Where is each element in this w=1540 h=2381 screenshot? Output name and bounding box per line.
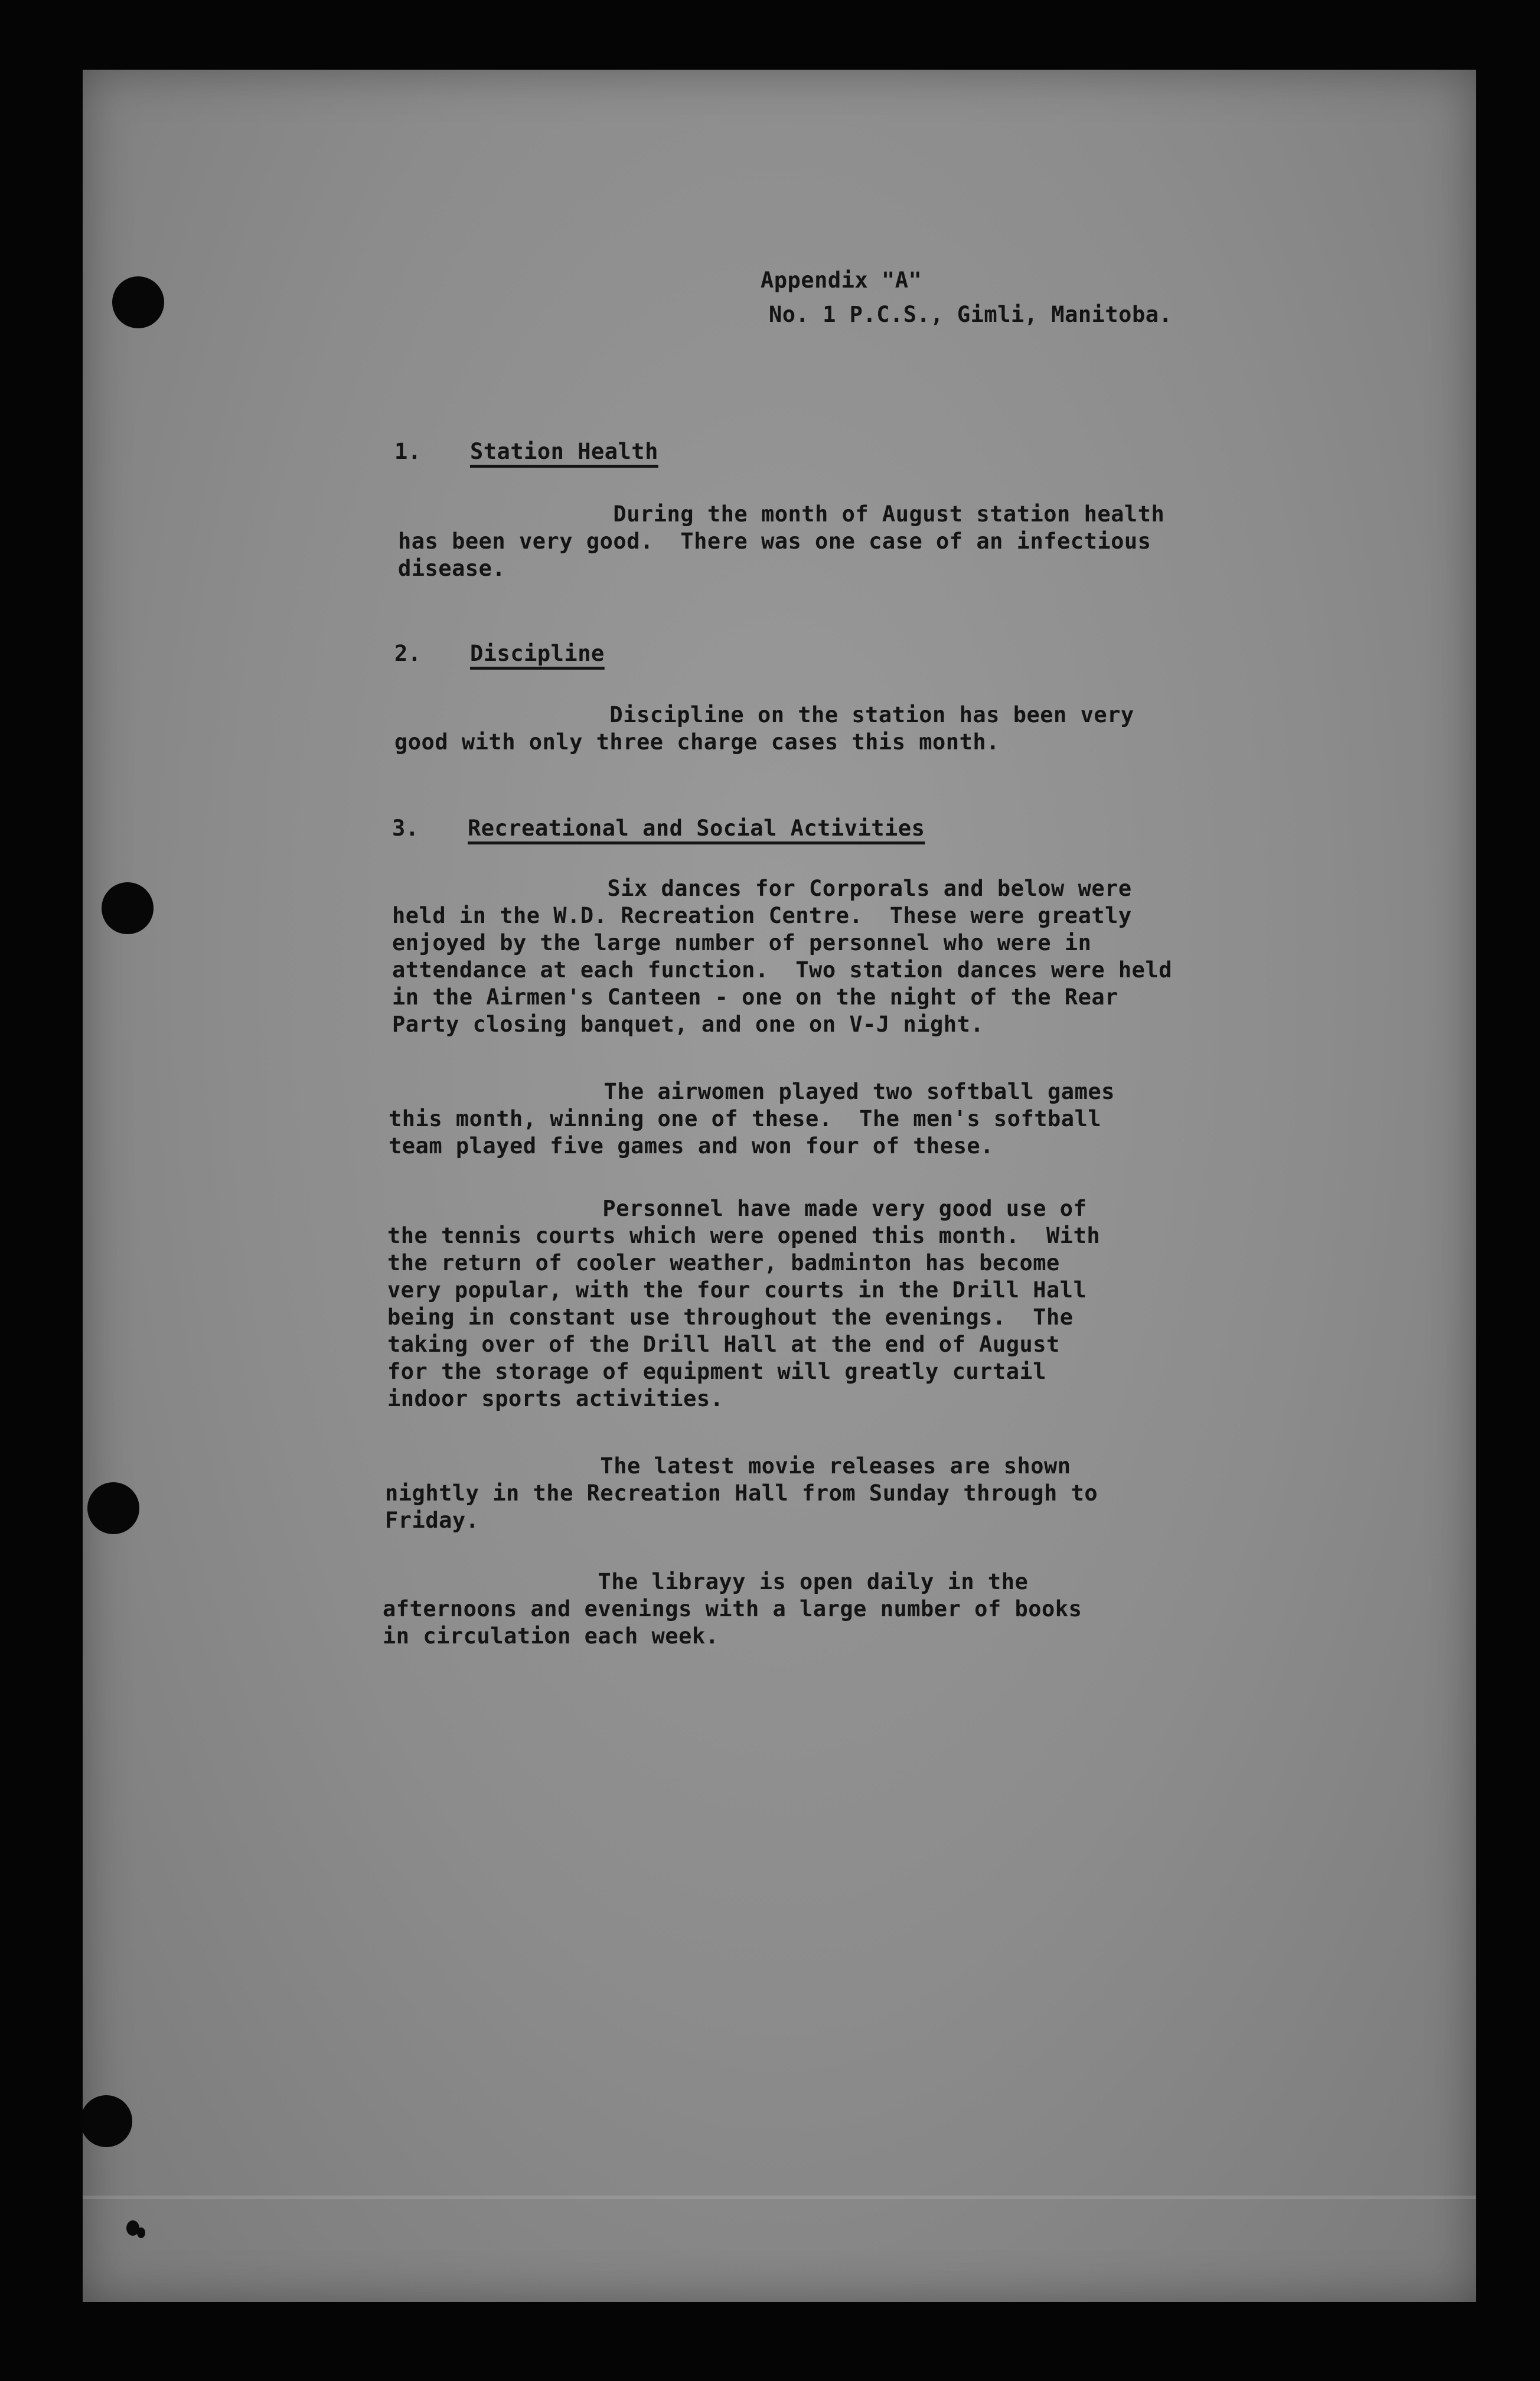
punch-hole-4 [80, 2095, 132, 2147]
section-3-paragraph-1: Six dances for Corporals and below were held in the W.D. Recreation Centre. These were greatly enjoyed by the large number of personnel who were in attendance at each function. Two station dances were held in the Airmen's Canteen - one on the night of the Rear Party closing banquet, and one on V-J night. [392, 876, 1173, 1037]
section-1-paragraph-1: During the month of August station health has been very good. There was one case of an infectious disease. [398, 501, 1165, 581]
section-3-paragraph-3: Personnel have made very good use of the tennis courts which were opened this month. With the return of cooler weather, badminton has become very popular, with the four courts in the Drill Hall being in constant use throughout the evenings. The taking over of the Drill Hall at the end of August for the storage of equipment will greatly curtail indoor sports activities. [387, 1196, 1101, 1411]
section-3-paragraph-2: The airwomen played two softball games this month, winning one of these. The men's softball team played five games and won four of these. [389, 1079, 1115, 1159]
punch-hole-1 [112, 276, 164, 328]
document-page [83, 70, 1476, 2302]
section-3-number: 3. [392, 816, 419, 841]
punch-hole-2 [102, 882, 154, 934]
section-2-title: Discipline [470, 641, 605, 666]
section-1-number: 1. [394, 439, 422, 464]
section-3-title: Recreational and Social Activities [468, 816, 925, 841]
section-2-paragraph-1: Discipline on the station has been very good with only three charge cases this month. [394, 702, 1134, 755]
section-2-number: 2. [394, 641, 422, 666]
section-3-paragraph-4: The latest movie releases are shown nightly in the Recreation Hall from Sunday through to Friday. [385, 1453, 1098, 1533]
section-1-title: Station Health [470, 439, 658, 464]
paper-fold [83, 2196, 1476, 2199]
ink-speck [137, 2227, 145, 2238]
appendix-label: Appendix "A" [761, 268, 922, 293]
section-3-paragraph-5: The librayy is open daily in the afternoons and evenings with a large number of books in circulation each week. [383, 1569, 1082, 1649]
unit-location: No. 1 P.C.S., Gimli, Manitoba. [769, 302, 1173, 327]
punch-hole-3 [87, 1482, 139, 1534]
